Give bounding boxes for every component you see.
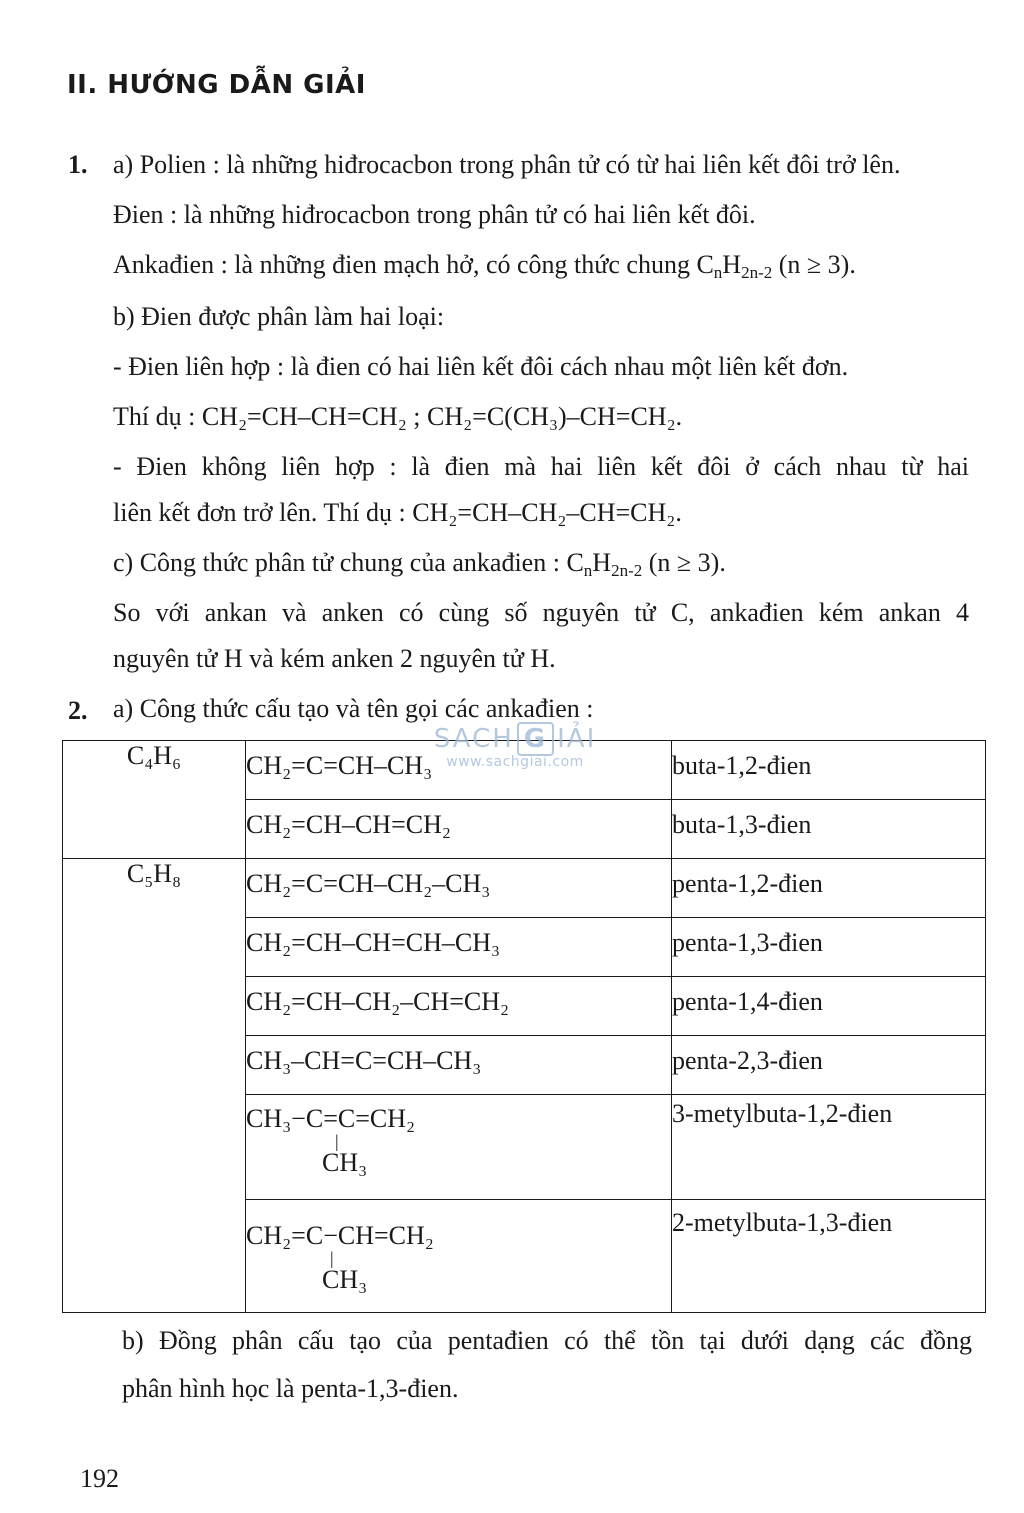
- ankadien-definition: Ankađien : là những đien mạch hở, có công thức chung $C_nH_{2n-2}$ (n ≥ 3).: [113, 250, 856, 282]
- name-cell: penta-1,2-đien: [672, 859, 986, 918]
- main-chain: CH₃−C=C=CH₂: [246, 1104, 416, 1133]
- conjugated-dien-example: Thí dụ : CH₂=CH–CH=CH₂ ; CH₂=C(CH₃)–CH=CH₂.: [113, 402, 683, 431]
- isomer-text-cont: phân hình học là penta-1,3-đien.: [122, 1374, 459, 1403]
- name-cell: penta-2,3-đien: [672, 1036, 986, 1095]
- polien-definition: a) Polien : là những hiđrocacbon trong phân tử có từ hai liên kết đôi trở lên.: [113, 150, 901, 179]
- formula-cell: CH₂=C=CH–CH₃: [246, 741, 672, 800]
- watermark: [410, 722, 620, 770]
- bond-line: |: [335, 1131, 339, 1151]
- nonconjugated-dien-definition: - Đien không liên hợp : là đien mà hai liên kết đôi ở cách nhau từ hai: [113, 452, 969, 481]
- name-cell: 3-metylbuta-1,2-đien: [672, 1095, 986, 1200]
- name-cell: penta-1,3-đien: [672, 918, 986, 977]
- isomer-text: b) Đồng phân cấu tạo của pentađien có thể tồn tại dưới dạng các đồng: [122, 1326, 972, 1355]
- item-1-number: 1.: [68, 150, 88, 179]
- dien-definition: Đien : là những hiđrocacbon trong phân tử có hai liên kết đôi.: [113, 200, 756, 229]
- page-number: 192: [80, 1464, 119, 1493]
- branched-formula-cell: [246, 1200, 672, 1313]
- name-cell: 2-metylbuta-1,3-đien: [672, 1200, 986, 1313]
- section-heading: II. HƯỚNG DẪN GIẢI: [67, 70, 366, 100]
- branch-group: CH₃: [322, 1148, 368, 1177]
- comparison-text: So với ankan và anken có cùng số nguyên tử C, ankađien kém ankan 4: [113, 598, 969, 627]
- watermark-url: www.sachgiai.com: [446, 754, 584, 770]
- formula-cell: CH₂=CH–CH=CH–CH₃: [246, 918, 672, 977]
- conjugated-dien-definition: - Đien liên hợp : là đien có hai liên kết đôi cách nhau một liên kết đơn.: [113, 352, 849, 381]
- table-row: [63, 859, 986, 918]
- group-c5h8: C₅H₈: [63, 859, 246, 1313]
- nonconjugated-dien-example: liên kết đơn trở lên. Thí dụ : CH₂=CH–CH₂–CH=CH₂.: [113, 498, 682, 527]
- formula-cell: CH₂=CH–CH₂–CH=CH₂: [246, 977, 672, 1036]
- formula-cell: CH₂=C=CH–CH₂–CH₃: [246, 859, 672, 918]
- dien-classification: b) Đien được phân làm hai loại:: [113, 302, 445, 331]
- formula-cell: CH₂=CH–CH=CH₂: [246, 800, 672, 859]
- name-cell: buta-1,2-đien: [672, 741, 986, 800]
- name-cell: buta-1,3-đien: [672, 800, 986, 859]
- comparison-text-cont: nguyên tử H và kém anken 2 nguyên tử H.: [113, 644, 556, 673]
- formula-cell: CH₃–CH=C=CH–CH₃: [246, 1036, 672, 1095]
- branched-formula-cell: [246, 1095, 672, 1200]
- table-caption: a) Công thức cấu tạo và tên gọi các ankađien :: [113, 694, 594, 723]
- main-chain: CH₂=C−CH=CH₂: [246, 1221, 434, 1250]
- watermark-logo: SACH G IẢI: [433, 724, 597, 754]
- bond-line: |: [330, 1248, 334, 1268]
- group-c4h6: C₄H₆: [63, 741, 246, 859]
- general-formula: c) Công thức phân tử chung của ankađien : $C_nH_{2n-2}$ (n ≥ 3).: [113, 548, 726, 580]
- ankadien-table: [62, 740, 986, 1313]
- branch-group: CH₃: [322, 1265, 368, 1294]
- item-2-number: 2.: [68, 696, 88, 725]
- name-cell: penta-1,4-đien: [672, 977, 986, 1036]
